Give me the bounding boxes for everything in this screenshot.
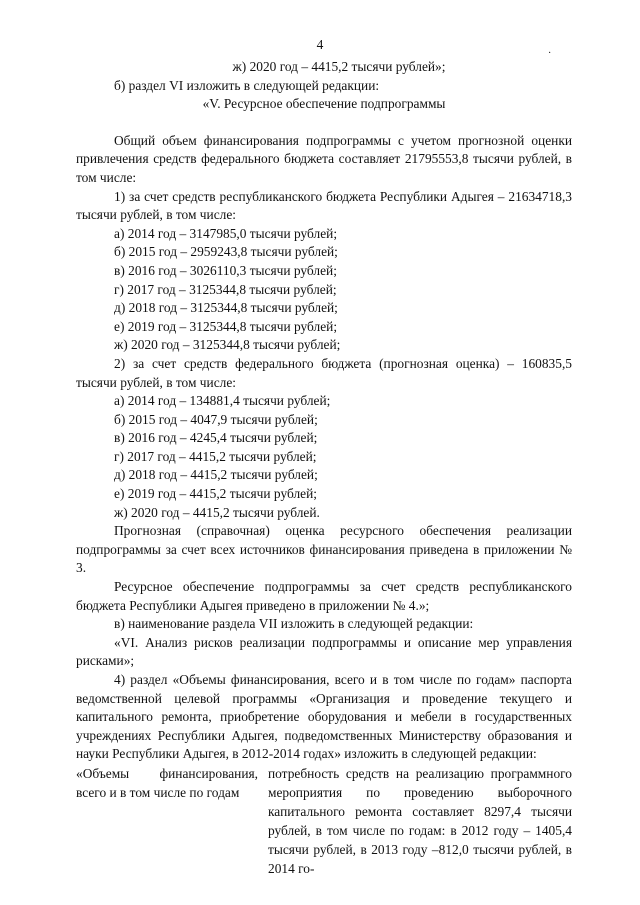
corner-mark: · xyxy=(548,48,552,59)
list-item: в) 2016 год – 3026110,3 тысячи рублей; xyxy=(114,262,337,278)
table-right-cell xyxy=(268,764,572,878)
list-item: в) 2016 год – 4245,4 тысячи рублей; xyxy=(114,430,318,446)
section-b: б) раздел VI изложить в следующей редакции: xyxy=(114,77,380,93)
document-body xyxy=(76,58,572,878)
list-item: б) 2015 год – 2959243,8 тысячи рублей; xyxy=(114,244,338,260)
list-item: а) 2014 год – 134881,4 тысячи рублей; xyxy=(114,393,331,409)
table-right-text: потребность средств на реализацию программного мероприятия по проведению выборочного капитального ремонта составляет 8297,4 тысячи рублей, в том числе по годам: в 2012 году – 1405,4 тысячи рублей, в 2013 году –812,0 тысячи рублей, в 2014 го- xyxy=(268,765,572,876)
list-item: а) 2014 год – 3147985,0 тысячи рублей; xyxy=(114,225,338,241)
section-v: в) наименование раздела VII изложить в следующей редакции: xyxy=(114,616,474,632)
heading-vi: «VI. Анализ рисков реализации подпрограммы и описание мер управления рисками»; xyxy=(76,634,572,669)
table-left-text: «Объемы финансирования, всего и в том числе по годам xyxy=(76,765,258,800)
federal-years-list xyxy=(76,392,572,522)
table-left-cell xyxy=(76,764,268,878)
paragraph-forecast: Прогнозная (справочная) оценка ресурсного обеспечения реализации подпрограммы за счет всех источников финансирования приведена в приложении № 3. xyxy=(76,523,572,576)
heading-v: «V. Ресурсное обеспечение подпрограммы xyxy=(202,96,446,112)
paragraph-resource: Ресурсное обеспечение подпрограммы за счет средств республиканского бюджета Республики Адыгея приведено в приложении № 4.»; xyxy=(76,579,572,613)
list-item: д) 2018 год – 3125344,8 тысячи рублей; xyxy=(114,300,338,316)
passport-table xyxy=(76,764,572,878)
republic-years-list xyxy=(76,225,572,355)
page-number: 4 xyxy=(316,37,324,52)
list-item: г) 2017 год – 4415,2 тысячи рублей; xyxy=(114,448,317,464)
paragraph-federal: 2) за счет средств федерального бюджета (прогнозная оценка) – 160835,5 тысячи рублей, в том числе: xyxy=(76,355,572,390)
list-item: е) 2019 год – 3125344,8 тысячи рублей; xyxy=(114,318,338,334)
line-zh-2020: ж) 2020 год – 4415,2 тысячи рублей»; xyxy=(232,59,446,74)
list-item: ж) 2020 год – 4415,2 тысячи рублей. xyxy=(114,504,320,520)
paragraph-republic: 1) за счет средств республиканского бюджета Республики Адыгея – 21634718,3 тысячи рублей, в том числе: xyxy=(76,188,572,223)
list-item: е) 2019 год – 4415,2 тысячи рублей; xyxy=(114,486,317,502)
list-item: г) 2017 год – 3125344,8 тысячи рублей; xyxy=(114,281,337,297)
list-item: б) 2015 год – 4047,9 тысячи рублей; xyxy=(114,411,318,427)
list-item: д) 2018 год – 4415,2 тысячи рублей; xyxy=(114,467,318,483)
list-item: ж) 2020 год – 3125344,8 тысячи рублей; xyxy=(114,337,341,353)
section-4: 4) раздел «Объемы финансирования, всего и в том числе по годам» паспорта ведомственной целевой программы «Организация и проведение текущего и капитального ремонта, приобретение оборудования и мебели в государственных учреждениях Республики Адыгея, подведомственных Министерству образования и науки Республики Адыгея, в 2012-2014 годах» изложить в следующей редакции: xyxy=(76,672,572,762)
paragraph-total: Общий объем финансирования подпрограммы с учетом прогнозной оценки привлечения средств федерального бюджета составляет 21795553,8 тысячи рублей, в том числе: xyxy=(76,132,572,185)
